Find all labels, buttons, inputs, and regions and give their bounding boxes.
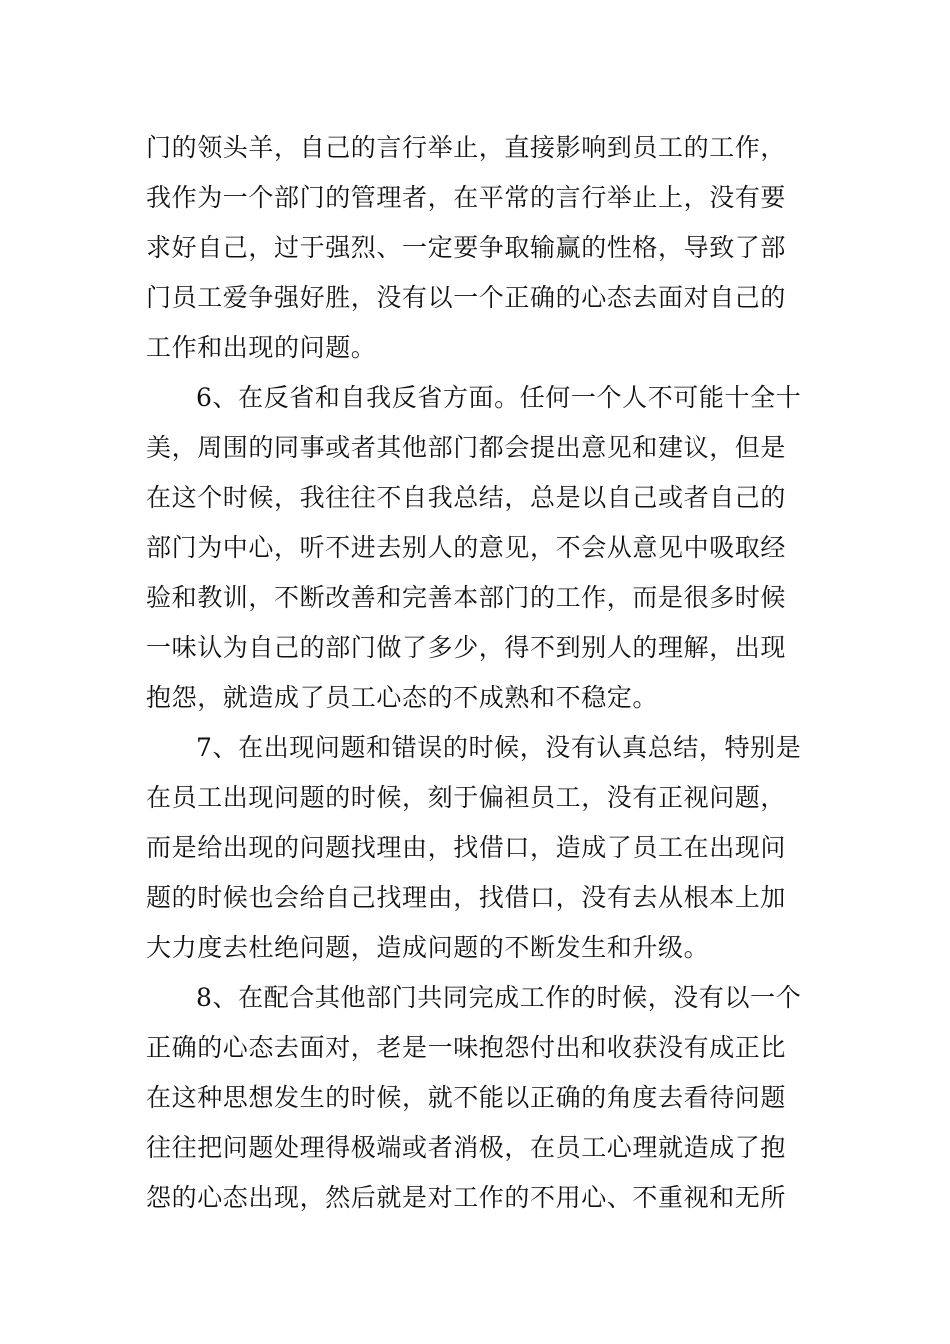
text-line: 而是给出现的问题找理由，找借口，造成了员工在出现问 (146, 833, 787, 862)
text-line: 题的时候也会给自己找理由，找借口，没有去从根本上加 (146, 883, 787, 912)
paragraph-start-6: 6、在反省和自我反省方面。任何一个人不可能十全十 (196, 383, 802, 412)
text-line: 部门为中心，听不进去别人的意见，不会从意见中吸取经 (146, 533, 787, 562)
text-line: 工作和出现的问题。 (146, 333, 377, 362)
text-line: 求好自己，过于强烈、一定要争取输赢的性格，导致了部 (146, 233, 787, 262)
text-line: 在员工出现问题的时候，刻于偏袒员工，没有正视问题， (146, 783, 787, 812)
text-line: 正确的心态去面对，老是一味抱怨付出和收获没有成正比 (146, 1033, 787, 1062)
body-text (146, 123, 810, 1223)
text-line: 一味认为自己的部门做了多少，得不到别人的理解，出现 (146, 633, 787, 662)
text-line: 我作为一个部门的管理者，在平常的言行举止上，没有要 (146, 183, 787, 212)
text-line: 美，周围的同事或者其他部门都会提出意见和建议，但是 (146, 433, 787, 462)
text-line: 大力度去杜绝问题，造成问题的不断发生和升级。 (146, 933, 710, 962)
text-line: 往往把问题处理得极端或者消极，在员工心理就造成了抱 (146, 1133, 787, 1162)
text-line: 验和教训，不断改善和完善本部门的工作，而是很多时候 (146, 583, 787, 612)
paragraph-start-8: 8、在配合其他部门共同完成工作的时候，没有以一个 (196, 983, 802, 1012)
text-line: 抱怨，就造成了员工心态的不成熟和不稳定。 (146, 683, 659, 712)
text-line: 在这种思想发生的时候，就不能以正确的角度去看待问题 (146, 1083, 787, 1112)
text-line: 在这个时候，我往往不自我总结，总是以自己或者自己的 (146, 483, 787, 512)
text-line: 怨的心态出现，然后就是对工作的不用心、不重视和无所 (146, 1183, 787, 1212)
text-line: 门的领头羊，自己的言行举止，直接影响到员工的工作， (146, 133, 787, 162)
paragraph-start-7: 7、在出现问题和错误的时候，没有认真总结，特别是 (196, 733, 802, 762)
text-line: 门员工爱争强好胜，没有以一个正确的心态去面对自己的 (146, 283, 787, 312)
